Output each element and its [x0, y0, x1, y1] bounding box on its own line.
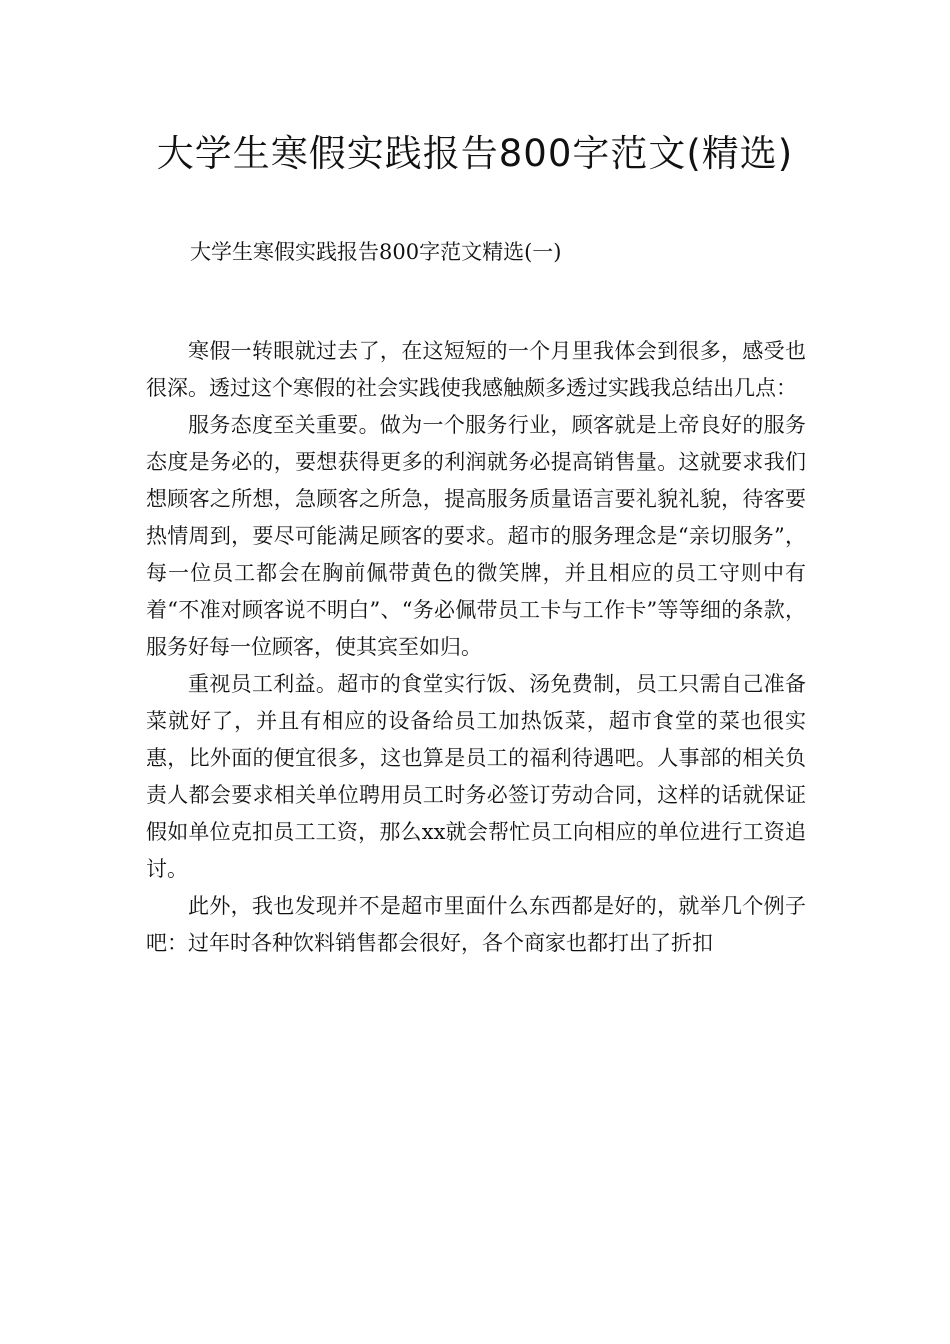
document-body: [146, 333, 806, 962]
paragraph: 服务态度至关重要。做为一个服务行业，顾客就是上帝良好的服务态度是务必的，要想获得更多的利润就务必提高销售量。这就要求我们想顾客之所想，急顾客之所急，提高服务质量语言要礼貌礼貌，待客要热情周到，要尽可能满足顾客的要求。超市的服务理念是“亲切服务”，每一位员工都会在胸前佩带黄色的微笑牌，并且相应的员工守则中有着“不准对顾客说不明白”、“务必佩带员工卡与工作卡”等等细的条款，服务好每一位顾客，使其宾至如归。: [146, 413, 806, 659]
paragraph: 寒假一转眼就过去了，在这短短的一个月里我体会到很多，感受也很深。透过这个寒假的社会实践使我感触颇多透过实践我总结出几点：: [146, 339, 806, 400]
section-subtitle: 大学生寒假实践报告800字范文精选(一): [190, 240, 562, 264]
paragraph: 此外，我也发现并不是超市里面什么东西都是好的，就举几个例子吧：过年时各种饮料销售都会很好，各个商家也都打出了折扣: [146, 894, 806, 955]
paragraph: 重视员工利益。超市的食堂实行饭、汤免费制，员工只需自己准备菜就好了，并且有相应的设备给员工加热饭菜，超市食堂的菜也很实惠，比外面的便宜很多，这也算是员工的福利待遇吧。人事部的相关负责人都会要求相关单位聘用员工时务必签订劳动合同，这样的话就保证假如单位克扣员工工资，那么xx就会帮忙员工向相应的单位进行工资追讨。: [146, 672, 806, 881]
document-title: 大学生寒假实践报告800字范文(精选): [156, 132, 794, 175]
